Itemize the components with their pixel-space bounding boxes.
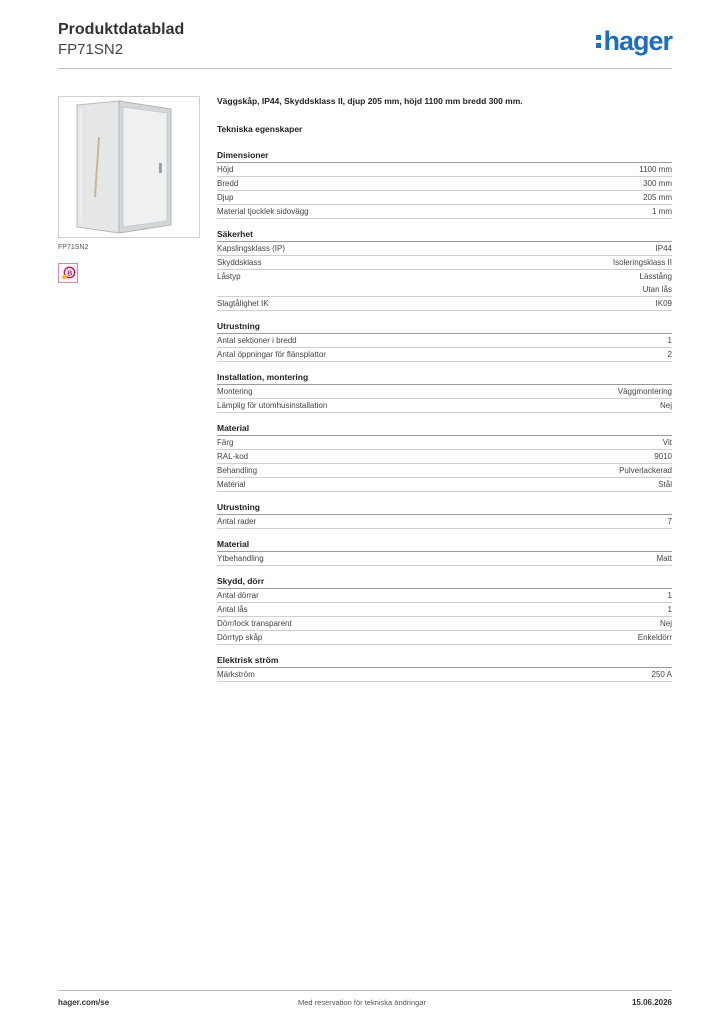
footer-website[interactable]: hager.com/se [58,998,110,1007]
spec-row [217,242,672,256]
spec-value [619,464,672,477]
spec-value [654,450,672,463]
spec-row [217,668,672,682]
spec-value [660,399,672,412]
product-code: FP71SN2 [58,41,124,58]
spec-row [217,464,672,478]
spec-label: Antal rader [217,517,257,526]
spec-label: Antal öppningar för flänsplattor [217,350,326,359]
spec-value-line: Stål [658,480,672,489]
spec-label: Slagtålighet IK [217,299,269,308]
spec-row [217,450,672,464]
svg-text:B: B [67,270,73,278]
spec-value-line: 205 mm [643,193,672,202]
section-title: Material [217,538,672,552]
spec-label: Märkström [217,670,255,679]
spec-value-line: 250 A [651,670,672,679]
spec-label: Antal dörrar [217,591,259,600]
spec-value-line: Vit [662,438,672,447]
section-title: Säkerhet [217,228,672,242]
spec-label: Montering [217,387,253,396]
footer-divider [58,990,672,991]
spec-value [660,617,672,630]
spec-value [658,478,672,491]
spec-row [217,399,672,413]
spec-section [217,654,672,682]
spec-row [217,385,672,399]
spec-value [668,603,672,616]
spec-value-line: Pulverlackerad [619,466,672,475]
spec-row [217,270,672,297]
spec-content [217,96,672,691]
spec-row [217,589,672,603]
spec-value [643,191,672,204]
spec-section [217,501,672,529]
spec-label: Antal sektioner i bredd [217,336,297,345]
spec-value [640,270,672,296]
spec-row [217,177,672,191]
spec-row [217,515,672,529]
section-title: Material [217,422,672,436]
spec-value-line: 9010 [654,452,672,461]
spec-row [217,205,672,219]
spec-value-line: IK09 [655,299,672,308]
section-title: Utrustning [217,501,672,515]
spec-label: Dörrtyp skåp [217,633,263,642]
spec-label: Material [217,480,246,489]
spec-label: Antal lås [217,605,248,614]
spec-value [668,334,672,347]
spec-value [638,631,672,644]
spec-section [217,320,672,362]
spec-section [217,371,672,413]
spec-value [656,242,672,255]
spec-sections [217,149,672,682]
spec-label: Djup [217,193,234,202]
logo-text: hager [603,26,672,56]
spec-value-line: IP44 [655,244,672,253]
spec-value [668,589,672,602]
spec-section [217,575,672,645]
spec-label: Material tjocklek sidovägg [217,207,309,216]
spec-value-line: 300 mm [643,179,672,188]
page-title: Produktdatablad [58,21,185,38]
footer-disclaimer: Med reservation för tekniska ändringar [298,998,426,1007]
spec-value [656,552,672,565]
spec-value [652,668,672,681]
tech-heading: Tekniska egenskaper [217,124,303,134]
spec-row [217,617,672,631]
spec-row [217,436,672,450]
spec-value-line: 1100 mm [639,165,672,174]
hager-logo [596,28,672,55]
spec-row [217,348,672,362]
section-title: Skydd, dörr [217,575,672,589]
section-title: Elektrisk ström [217,654,672,668]
spec-label: Färg [217,438,234,447]
spec-row [217,478,672,492]
section-title: Utrustning [217,320,672,334]
spec-value-line: 7 [667,517,672,526]
spec-value-line: Utan lås [642,285,672,294]
spec-value-line: Lässtång [639,272,672,281]
spec-section [217,422,672,492]
spec-section [217,228,672,311]
spec-value [618,385,672,398]
product-description: Väggskåp, IP44, Skyddsklass II, djup 205 mm, höjd 1100 mm bredd 300 mm. [217,96,523,106]
spec-value-line: Matt [656,554,672,563]
spec-label: Behandling [217,466,258,475]
spec-row [217,631,672,645]
spec-value-line: 1 mm [652,207,672,216]
spec-value-line: 1 [667,591,672,600]
spec-value-line: 1 [667,605,672,614]
spec-value-line: Väggmontering [617,387,672,396]
spec-value-line: Isoleringsklass II [612,258,672,267]
spec-label: Ytbehandling [217,554,264,563]
spec-value [613,256,672,269]
header-divider [58,68,672,69]
spec-section [217,538,672,566]
b-label-badge-icon [58,263,78,283]
spec-value [656,297,672,310]
spec-label: Höjd [217,165,234,174]
spec-row [217,552,672,566]
footer-date: 15.06.2026 [631,998,672,1007]
spec-row [217,191,672,205]
spec-value [663,436,672,449]
spec-label: Skyddsklass [217,258,262,267]
spec-label: Bredd [217,179,239,188]
section-title: Installation, montering [217,371,672,385]
spec-row [217,334,672,348]
spec-value-line: Nej [659,619,672,628]
spec-row [217,603,672,617]
section-title: Dimensioner [217,149,672,163]
spec-value-line: Nej [659,401,672,410]
spec-label: Kapslingsklass (IP) [217,244,286,253]
spec-value-line: 1 [667,336,672,345]
image-caption: FP71SN2 [58,244,89,251]
spec-value [652,205,672,218]
spec-value-line: 2 [667,350,672,359]
spec-value [643,177,672,190]
spec-value [668,348,672,361]
logo-dots-icon [596,35,601,48]
spec-label: Låstyp [217,272,241,281]
spec-row [217,297,672,311]
spec-label: Lämplig för utomhusinstallation [217,401,328,410]
cabinet-image [58,96,200,238]
spec-value [668,515,672,528]
spec-value-line: Enkeldörr [637,633,672,642]
spec-section [217,149,672,219]
spec-row [217,256,672,270]
spec-value [639,163,672,176]
spec-label: RAL-kod [217,452,249,461]
spec-label: Dörr/lock transparent [217,619,292,628]
spec-row [217,163,672,177]
